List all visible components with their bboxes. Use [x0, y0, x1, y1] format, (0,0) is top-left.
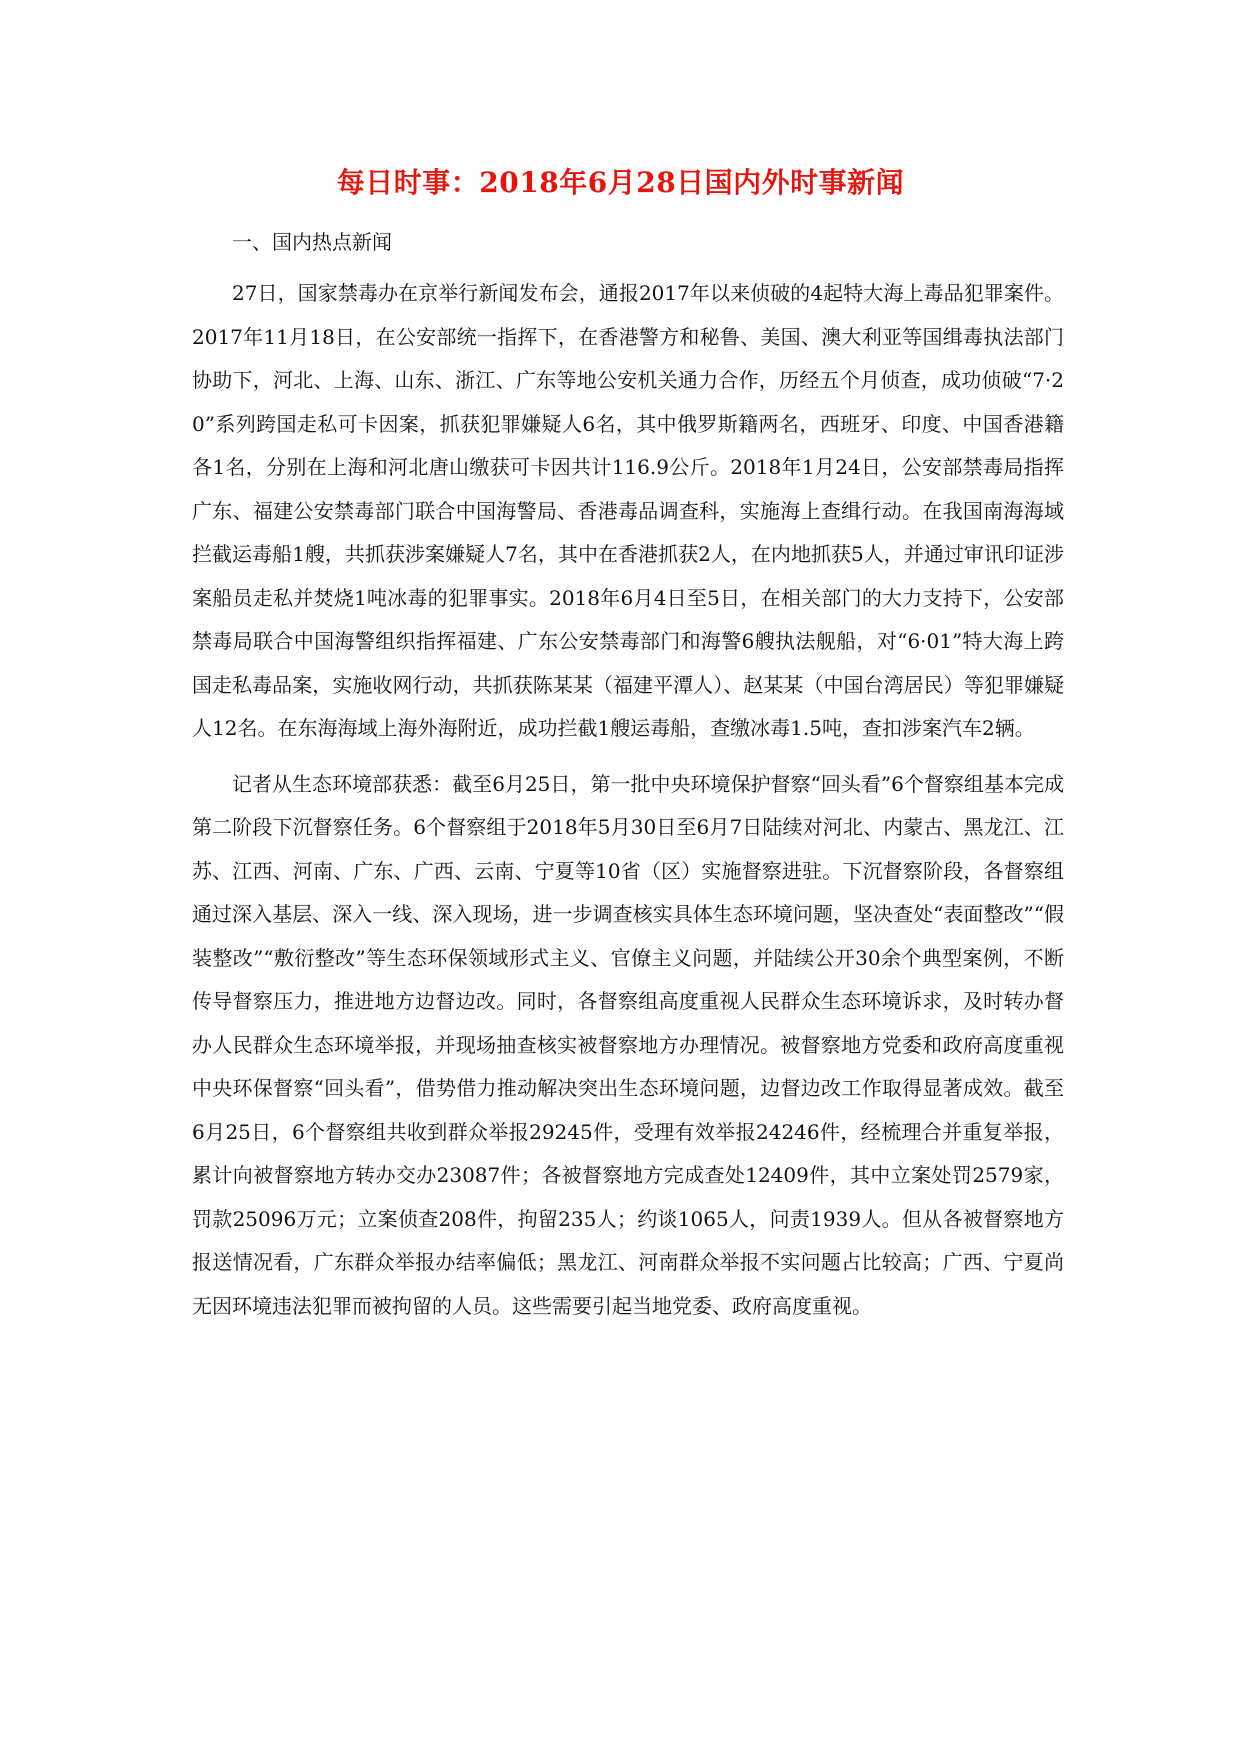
document-body — [192, 224, 1064, 1340]
document-title: 每日时事：2018年6月28日国内外时事新闻 — [336, 166, 905, 199]
section-heading: 一、国内热点新闻 — [232, 230, 392, 254]
paragraph-environment-inspection: 记者从生态环境部获悉：截至6月25日，第一批中央环境保护督察“回头看”6个督察组基本完成第二阶段下沉督察任务。6个督察组于2018年5月30日至6月7日陆续对河北、内蒙古、黑龙江、江苏、江西、河南、广东、广西、云南、宁夏等10省（区）实施督察进驻。下沉督察阶段，各督察组通过深入基层、深入一线、深入现场，进一步调查核实具体生态环境问题，坚决查处“表面整改”“假装整改”“敷衍整改”等生态环保领域形式主义、官僚主义问题，并陆续公开30余个典型案例，不断传导督察压力，推进地方边督边改。同时，各督察组高度重视人民群众生态环境诉求，及时转办督办人民群众生态环境举报，并现场抽查核实被督察地方办理情况。被督察地方党委和政府高度重视中央环保督察“回头看”，借势借力推动解决突出生态环境问题，边督边改工作取得显著成效。截至6月25日，6个督察组共收到群众举报29245件，受理有效举报24246件，经梳理合并重复举报，累计向被督察地方转办交办23087件；各被督察地方完成查处12409件，其中立案处罚2579家，罚款25096万元；立案侦查208件，拘留235人；约谈1065人，问责1939人。但从各被督察地方报送情况看，广东群众举报办结率偏低；黑龙江、河南群众举报不实问题占比较高；广西、宁夏尚无因环境违法犯罪而被拘留的人员。这些需要引起当地党委、政府高度重视。 — [192, 771, 1064, 1318]
paragraph-drug-cases: 27日，国家禁毒办在京举行新闻发布会，通报2017年以来侦破的4起特大海上毒品犯罪案件。2017年11月18日，在公安部统一指挥下，在香港警方和秘鲁、美国、澳大利亚等国缉毒执法部门协助下，河北、上海、山东、浙江、广东等地公安机关通力合作，历经五个月侦查，成功侦破“7·20”系列跨国走私可卡因案，抓获犯罪嫌疑人6名，其中俄罗斯籍两名，西班牙、印度、中国香港籍各1名，分别在上海和河北唐山缴获可卡因共计116.9公斤。2018年1月24日，公安部禁毒局指挥广东、福建公安禁毒部门联合中国海警局、香港毒品调查科，实施海上查缉行动。在我国南海海域拦截运毒船1艘，共抓获涉案嫌疑人7名，其中在香港抓获2人，在内地抓获5人，并通过审讯印证涉案船员走私并焚烧1吨冰毒的犯罪事实。2018年6月4日至5日，在相关部门的大力支持下，公安部禁毒局联合中国海警组织指挥福建、广东公安禁毒部门和海警6艘执法舰船，对“6·01”特大海上跨国走私毒品案，实施收网行动，共抓获陈某某（福建平潭人）、赵某某（中国台湾居民）等犯罪嫌疑人12名。在东海海域上海外海附近，成功拦截1艘运毒船，查缴冰毒1.5吨，查扣涉案汽车2辆。 — [192, 281, 1064, 740]
